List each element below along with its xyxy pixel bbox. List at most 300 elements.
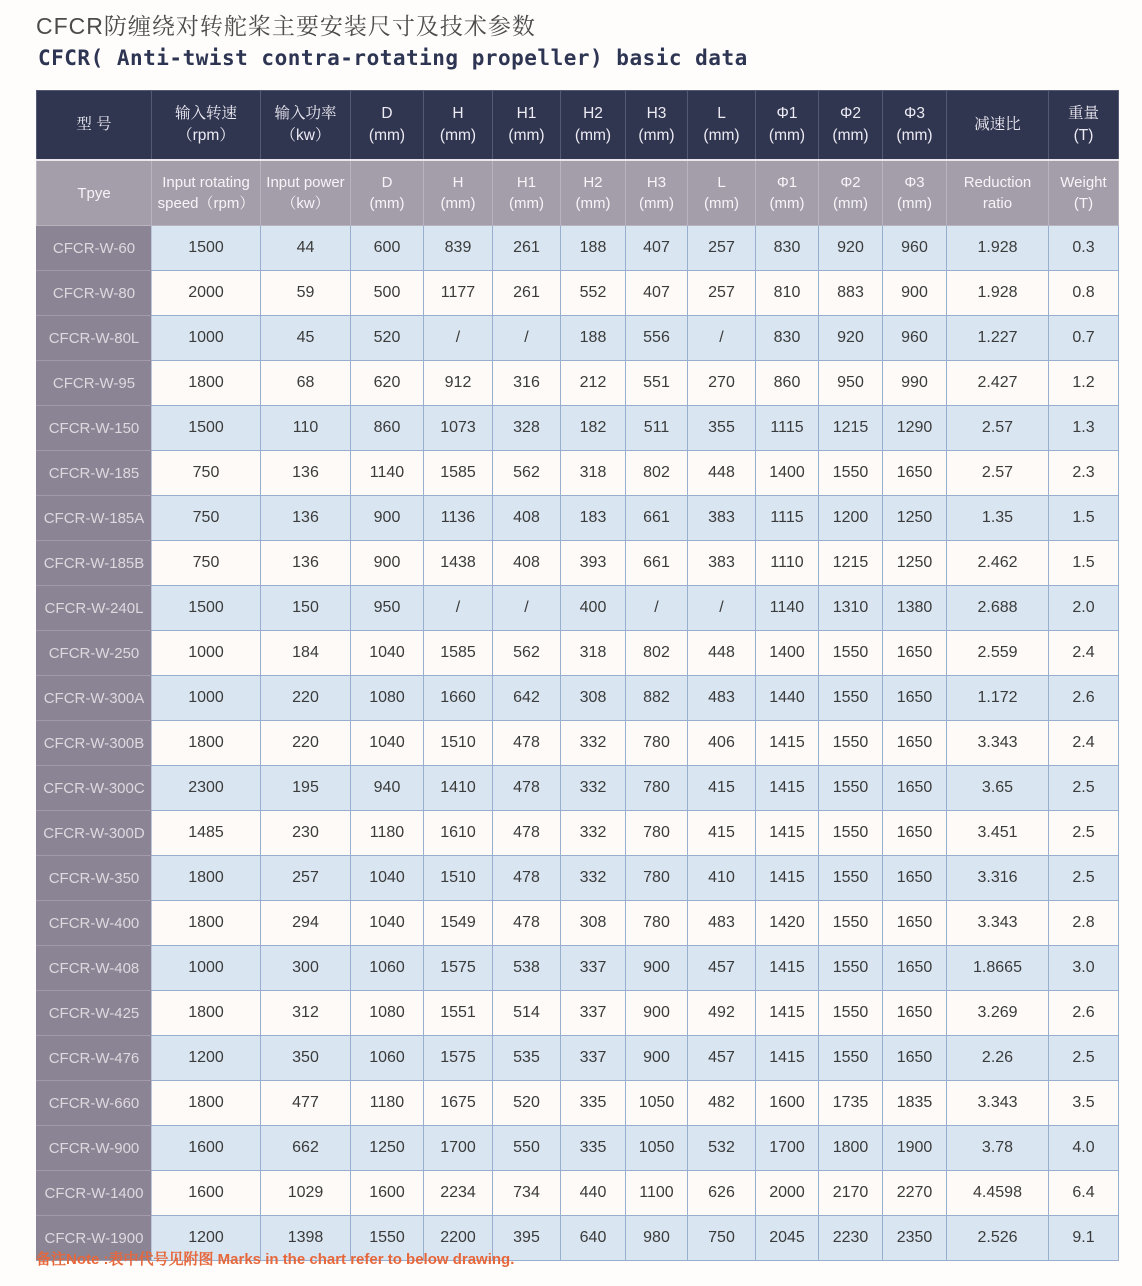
data-cell: 734: [493, 1171, 561, 1216]
header-cell-en: H (mm): [424, 160, 493, 226]
data-cell: 883: [819, 271, 883, 316]
header-cell-zh: 输入功率 （kw）: [261, 91, 351, 161]
data-cell: 2234: [424, 1171, 493, 1216]
data-cell: 44: [261, 226, 351, 271]
data-cell: 950: [819, 361, 883, 406]
data-cell: 332: [561, 766, 626, 811]
data-cell: 960: [883, 226, 947, 271]
data-cell: 2.4: [1049, 721, 1119, 766]
data-cell: 212: [561, 361, 626, 406]
page-title-chinese: CFCR防缠绕对转舵桨主要安装尺寸及技术参数: [36, 13, 536, 39]
model-cell: CFCR-W-1400: [37, 1171, 152, 1216]
data-cell: 270: [688, 361, 756, 406]
data-cell: 2.0: [1049, 586, 1119, 631]
header-cell-en: H3 (mm): [626, 160, 688, 226]
data-cell: 230: [261, 811, 351, 856]
data-cell: 9.1: [1049, 1216, 1119, 1261]
data-cell: 478: [493, 811, 561, 856]
data-cell: 6.4: [1049, 1171, 1119, 1216]
data-cell: 1080: [351, 676, 424, 721]
data-cell: 620: [351, 361, 424, 406]
data-cell: 1550: [819, 766, 883, 811]
data-cell: 261: [493, 271, 561, 316]
data-cell: /: [424, 316, 493, 361]
data-cell: 1.5: [1049, 496, 1119, 541]
data-cell: 1029: [261, 1171, 351, 1216]
data-cell: 3.343: [947, 901, 1049, 946]
data-cell: 940: [351, 766, 424, 811]
table-row: [37, 451, 1119, 496]
data-cell: 482: [688, 1081, 756, 1126]
data-cell: 1650: [883, 811, 947, 856]
data-cell: 750: [152, 496, 261, 541]
data-cell: 802: [626, 631, 688, 676]
data-cell: 3.65: [947, 766, 1049, 811]
data-cell: 1700: [424, 1126, 493, 1171]
data-cell: 520: [351, 316, 424, 361]
data-cell: 1600: [351, 1171, 424, 1216]
data-cell: 1215: [819, 541, 883, 586]
data-cell: 2.688: [947, 586, 1049, 631]
data-cell: 1.5: [1049, 541, 1119, 586]
data-cell: 2.5: [1049, 1036, 1119, 1081]
data-cell: 860: [351, 406, 424, 451]
model-cell: CFCR-W-240L: [37, 586, 152, 631]
data-cell: 780: [626, 766, 688, 811]
data-cell: 415: [688, 811, 756, 856]
data-cell: 750: [152, 451, 261, 496]
data-cell: /: [688, 586, 756, 631]
data-cell: 478: [493, 901, 561, 946]
data-cell: 337: [561, 1036, 626, 1081]
data-cell: 1040: [351, 721, 424, 766]
data-cell: 2.5: [1049, 811, 1119, 856]
data-cell: 1700: [756, 1126, 819, 1171]
data-cell: 188: [561, 226, 626, 271]
data-cell: 2.5: [1049, 856, 1119, 901]
data-cell: 308: [561, 901, 626, 946]
table-row: [37, 631, 1119, 676]
table-row: [37, 1036, 1119, 1081]
data-cell: 532: [688, 1126, 756, 1171]
table-row: [37, 991, 1119, 1036]
data-cell: 1550: [819, 631, 883, 676]
header-cell-en: H1 (mm): [493, 160, 561, 226]
data-cell: 1800: [819, 1126, 883, 1171]
data-cell: 1073: [424, 406, 493, 451]
data-cell: 1.227: [947, 316, 1049, 361]
data-cell: 1485: [152, 811, 261, 856]
data-cell: 2.559: [947, 631, 1049, 676]
model-cell: CFCR-W-400: [37, 901, 152, 946]
data-cell: 1200: [152, 1036, 261, 1081]
data-cell: 600: [351, 226, 424, 271]
data-cell: 1650: [883, 766, 947, 811]
model-cell: CFCR-W-408: [37, 946, 152, 991]
data-cell: 1.8665: [947, 946, 1049, 991]
data-cell: 492: [688, 991, 756, 1036]
table-row: [37, 541, 1119, 586]
header-cell-zh: Φ3 (mm): [883, 91, 947, 161]
data-cell: 188: [561, 316, 626, 361]
data-cell: 556: [626, 316, 688, 361]
data-cell: 1800: [152, 901, 261, 946]
data-cell: 2.4: [1049, 631, 1119, 676]
data-cell: 2.57: [947, 406, 1049, 451]
data-cell: 261: [493, 226, 561, 271]
data-cell: 2.3: [1049, 451, 1119, 496]
data-cell: 1600: [152, 1126, 261, 1171]
data-cell: 1500: [152, 586, 261, 631]
data-cell: 2.427: [947, 361, 1049, 406]
data-cell: 337: [561, 991, 626, 1036]
data-cell: 1675: [424, 1081, 493, 1126]
data-cell: 780: [626, 856, 688, 901]
data-cell: 900: [883, 271, 947, 316]
table-row: [37, 1126, 1119, 1171]
data-cell: 1575: [424, 946, 493, 991]
footnote: 备注Note :表中代号见附图 Marks in the chart refer to below drawing.: [36, 1251, 515, 1268]
table-row: [37, 271, 1119, 316]
data-cell: 2000: [152, 271, 261, 316]
data-cell: 478: [493, 721, 561, 766]
header-cell-zh: 输入转速 （rpm）: [152, 91, 261, 161]
data-cell: 2300: [152, 766, 261, 811]
table-row: [37, 1081, 1119, 1126]
data-cell: 1550: [819, 676, 883, 721]
data-cell: 1040: [351, 631, 424, 676]
data-cell: 1550: [819, 451, 883, 496]
data-cell: 750: [688, 1216, 756, 1261]
data-cell: 335: [561, 1081, 626, 1126]
data-cell: 1415: [756, 946, 819, 991]
data-cell: 355: [688, 406, 756, 451]
model-cell: CFCR-W-425: [37, 991, 152, 1036]
data-cell: 839: [424, 226, 493, 271]
spec-table: [36, 90, 1119, 1261]
model-cell: CFCR-W-185B: [37, 541, 152, 586]
data-cell: 318: [561, 451, 626, 496]
data-cell: 1140: [351, 451, 424, 496]
data-cell: 1060: [351, 946, 424, 991]
data-cell: 520: [493, 1081, 561, 1126]
table-row: [37, 496, 1119, 541]
header-cell-zh: Φ2 (mm): [819, 91, 883, 161]
data-cell: 1215: [819, 406, 883, 451]
data-cell: 1650: [883, 1036, 947, 1081]
data-cell: 2.6: [1049, 676, 1119, 721]
data-cell: 1610: [424, 811, 493, 856]
data-cell: 1290: [883, 406, 947, 451]
data-cell: 1.2: [1049, 361, 1119, 406]
data-cell: 1550: [819, 946, 883, 991]
header-cell-en: Reduction ratio: [947, 160, 1049, 226]
data-cell: 780: [626, 901, 688, 946]
data-cell: 4.0: [1049, 1126, 1119, 1171]
data-cell: 4.4598: [947, 1171, 1049, 1216]
model-cell: CFCR-W-350: [37, 856, 152, 901]
data-cell: 1310: [819, 586, 883, 631]
table-row: [37, 406, 1119, 451]
header-cell-zh: Φ1 (mm): [756, 91, 819, 161]
data-cell: 220: [261, 676, 351, 721]
data-cell: 2170: [819, 1171, 883, 1216]
data-cell: 1415: [756, 991, 819, 1036]
data-cell: 332: [561, 856, 626, 901]
data-cell: 136: [261, 451, 351, 496]
data-cell: 220: [261, 721, 351, 766]
data-cell: 1110: [756, 541, 819, 586]
data-cell: 661: [626, 541, 688, 586]
data-cell: 900: [626, 1036, 688, 1081]
data-cell: 1551: [424, 991, 493, 1036]
header-cell-zh: H1 (mm): [493, 91, 561, 161]
data-cell: 1000: [152, 676, 261, 721]
data-cell: 1398: [261, 1216, 351, 1261]
data-cell: 400: [561, 586, 626, 631]
model-cell: CFCR-W-300C: [37, 766, 152, 811]
table-row: [37, 676, 1119, 721]
data-cell: 1440: [756, 676, 819, 721]
data-cell: 407: [626, 226, 688, 271]
data-cell: 1575: [424, 1036, 493, 1081]
data-cell: 410: [688, 856, 756, 901]
model-cell: CFCR-W-80: [37, 271, 152, 316]
data-cell: 802: [626, 451, 688, 496]
data-cell: 562: [493, 451, 561, 496]
data-cell: 1800: [152, 1081, 261, 1126]
table-row: [37, 946, 1119, 991]
data-cell: 640: [561, 1216, 626, 1261]
data-cell: 478: [493, 856, 561, 901]
data-cell: 1415: [756, 856, 819, 901]
data-cell: 184: [261, 631, 351, 676]
data-cell: 1500: [152, 226, 261, 271]
data-cell: 1177: [424, 271, 493, 316]
model-cell: CFCR-W-660: [37, 1081, 152, 1126]
data-cell: 1550: [819, 811, 883, 856]
data-cell: 1140: [756, 586, 819, 631]
data-cell: 1136: [424, 496, 493, 541]
data-cell: 448: [688, 631, 756, 676]
data-cell: 830: [756, 316, 819, 361]
data-cell: 1800: [152, 991, 261, 1036]
data-cell: 1050: [626, 1081, 688, 1126]
data-cell: 1100: [626, 1171, 688, 1216]
data-cell: 328: [493, 406, 561, 451]
data-cell: 2.6: [1049, 991, 1119, 1036]
data-cell: 535: [493, 1036, 561, 1081]
header-cell-en: Input power （kw）: [261, 160, 351, 226]
data-cell: 780: [626, 721, 688, 766]
data-cell: 1550: [819, 1036, 883, 1081]
data-cell: 900: [626, 946, 688, 991]
data-cell: 294: [261, 901, 351, 946]
data-cell: 1040: [351, 856, 424, 901]
data-cell: 393: [561, 541, 626, 586]
data-cell: 990: [883, 361, 947, 406]
data-cell: 1000: [152, 316, 261, 361]
data-cell: 900: [351, 541, 424, 586]
data-cell: 980: [626, 1216, 688, 1261]
data-cell: 312: [261, 991, 351, 1036]
data-cell: 3.451: [947, 811, 1049, 856]
data-cell: 810: [756, 271, 819, 316]
data-cell: 1400: [756, 631, 819, 676]
data-cell: 478: [493, 766, 561, 811]
data-cell: 1585: [424, 451, 493, 496]
data-cell: /: [688, 316, 756, 361]
data-cell: 860: [756, 361, 819, 406]
header-cell-zh: L (mm): [688, 91, 756, 161]
data-cell: 257: [688, 226, 756, 271]
data-cell: 1250: [883, 541, 947, 586]
data-cell: 1415: [756, 766, 819, 811]
data-cell: 920: [819, 316, 883, 361]
data-cell: 1800: [152, 721, 261, 766]
data-cell: 415: [688, 766, 756, 811]
table-row: [37, 1171, 1119, 1216]
data-cell: 182: [561, 406, 626, 451]
data-cell: 448: [688, 451, 756, 496]
data-cell: 337: [561, 946, 626, 991]
data-cell: 1550: [351, 1216, 424, 1261]
header-cell-en: Weight (T): [1049, 160, 1119, 226]
data-cell: 1415: [756, 811, 819, 856]
data-cell: 1510: [424, 721, 493, 766]
data-cell: 1550: [819, 991, 883, 1036]
table-row: [37, 766, 1119, 811]
data-cell: 1115: [756, 406, 819, 451]
data-cell: 882: [626, 676, 688, 721]
data-cell: 68: [261, 361, 351, 406]
data-cell: 457: [688, 1036, 756, 1081]
data-cell: 3.343: [947, 721, 1049, 766]
data-cell: 1650: [883, 991, 947, 1036]
header-cell-en: Φ2 (mm): [819, 160, 883, 226]
data-cell: 257: [688, 271, 756, 316]
data-cell: 511: [626, 406, 688, 451]
data-cell: 1250: [351, 1126, 424, 1171]
data-cell: 2.57: [947, 451, 1049, 496]
table-row: [37, 226, 1119, 271]
data-cell: 1800: [152, 361, 261, 406]
data-cell: 332: [561, 811, 626, 856]
data-cell: 1410: [424, 766, 493, 811]
model-cell: CFCR-W-300D: [37, 811, 152, 856]
data-cell: 642: [493, 676, 561, 721]
data-cell: 483: [688, 676, 756, 721]
model-cell: CFCR-W-250: [37, 631, 152, 676]
table-row: [37, 856, 1119, 901]
data-cell: 136: [261, 496, 351, 541]
data-cell: 2.5: [1049, 766, 1119, 811]
data-cell: 2000: [756, 1171, 819, 1216]
data-cell: 1550: [819, 856, 883, 901]
model-cell: CFCR-W-150: [37, 406, 152, 451]
data-cell: 780: [626, 811, 688, 856]
data-cell: 538: [493, 946, 561, 991]
data-cell: 2200: [424, 1216, 493, 1261]
data-cell: 2.526: [947, 1216, 1049, 1261]
data-cell: 920: [819, 226, 883, 271]
data-cell: 2045: [756, 1216, 819, 1261]
data-cell: 408: [493, 541, 561, 586]
data-cell: 2270: [883, 1171, 947, 1216]
data-cell: 1.3: [1049, 406, 1119, 451]
data-cell: 1080: [351, 991, 424, 1036]
data-cell: 2.26: [947, 1036, 1049, 1081]
data-cell: 110: [261, 406, 351, 451]
data-cell: 562: [493, 631, 561, 676]
data-cell: 1180: [351, 1081, 424, 1126]
data-cell: 1250: [883, 496, 947, 541]
header-cell-zh: D (mm): [351, 91, 424, 161]
table-row: [37, 586, 1119, 631]
data-cell: 2.462: [947, 541, 1049, 586]
header-cell-en: D (mm): [351, 160, 424, 226]
header-cell-en: Tpye: [37, 160, 152, 226]
data-cell: /: [493, 316, 561, 361]
header-cell-zh: H (mm): [424, 91, 493, 161]
data-cell: 1.172: [947, 676, 1049, 721]
table-row: [37, 316, 1119, 361]
table-row: [37, 811, 1119, 856]
data-cell: 300: [261, 946, 351, 991]
header-cell-en: Input rotating speed（rpm）: [152, 160, 261, 226]
data-cell: 0.8: [1049, 271, 1119, 316]
data-cell: 900: [626, 991, 688, 1036]
data-cell: 1420: [756, 901, 819, 946]
data-cell: 1.928: [947, 271, 1049, 316]
header-cell-zh: 重量 (T): [1049, 91, 1119, 161]
data-cell: 332: [561, 721, 626, 766]
data-cell: 383: [688, 496, 756, 541]
data-cell: 1380: [883, 586, 947, 631]
data-cell: 136: [261, 541, 351, 586]
data-cell: 1200: [152, 1216, 261, 1261]
data-cell: 1650: [883, 856, 947, 901]
data-cell: 1500: [152, 406, 261, 451]
data-cell: 1040: [351, 901, 424, 946]
data-cell: 3.343: [947, 1081, 1049, 1126]
data-cell: 1835: [883, 1081, 947, 1126]
data-cell: 1650: [883, 631, 947, 676]
data-cell: 0.3: [1049, 226, 1119, 271]
data-cell: 1660: [424, 676, 493, 721]
data-cell: 750: [152, 541, 261, 586]
data-cell: 195: [261, 766, 351, 811]
data-cell: 662: [261, 1126, 351, 1171]
data-cell: 1510: [424, 856, 493, 901]
data-cell: 2.8: [1049, 901, 1119, 946]
model-cell: CFCR-W-80L: [37, 316, 152, 361]
data-cell: 900: [351, 496, 424, 541]
data-cell: 406: [688, 721, 756, 766]
table-row: [37, 901, 1119, 946]
data-cell: 1650: [883, 721, 947, 766]
data-cell: 1.35: [947, 496, 1049, 541]
model-cell: CFCR-W-185A: [37, 496, 152, 541]
data-cell: 1000: [152, 946, 261, 991]
data-cell: 1438: [424, 541, 493, 586]
data-cell: 2230: [819, 1216, 883, 1261]
data-cell: 3.5: [1049, 1081, 1119, 1126]
data-cell: 318: [561, 631, 626, 676]
data-cell: 1115: [756, 496, 819, 541]
model-cell: CFCR-W-476: [37, 1036, 152, 1081]
header-cell-en: L (mm): [688, 160, 756, 226]
